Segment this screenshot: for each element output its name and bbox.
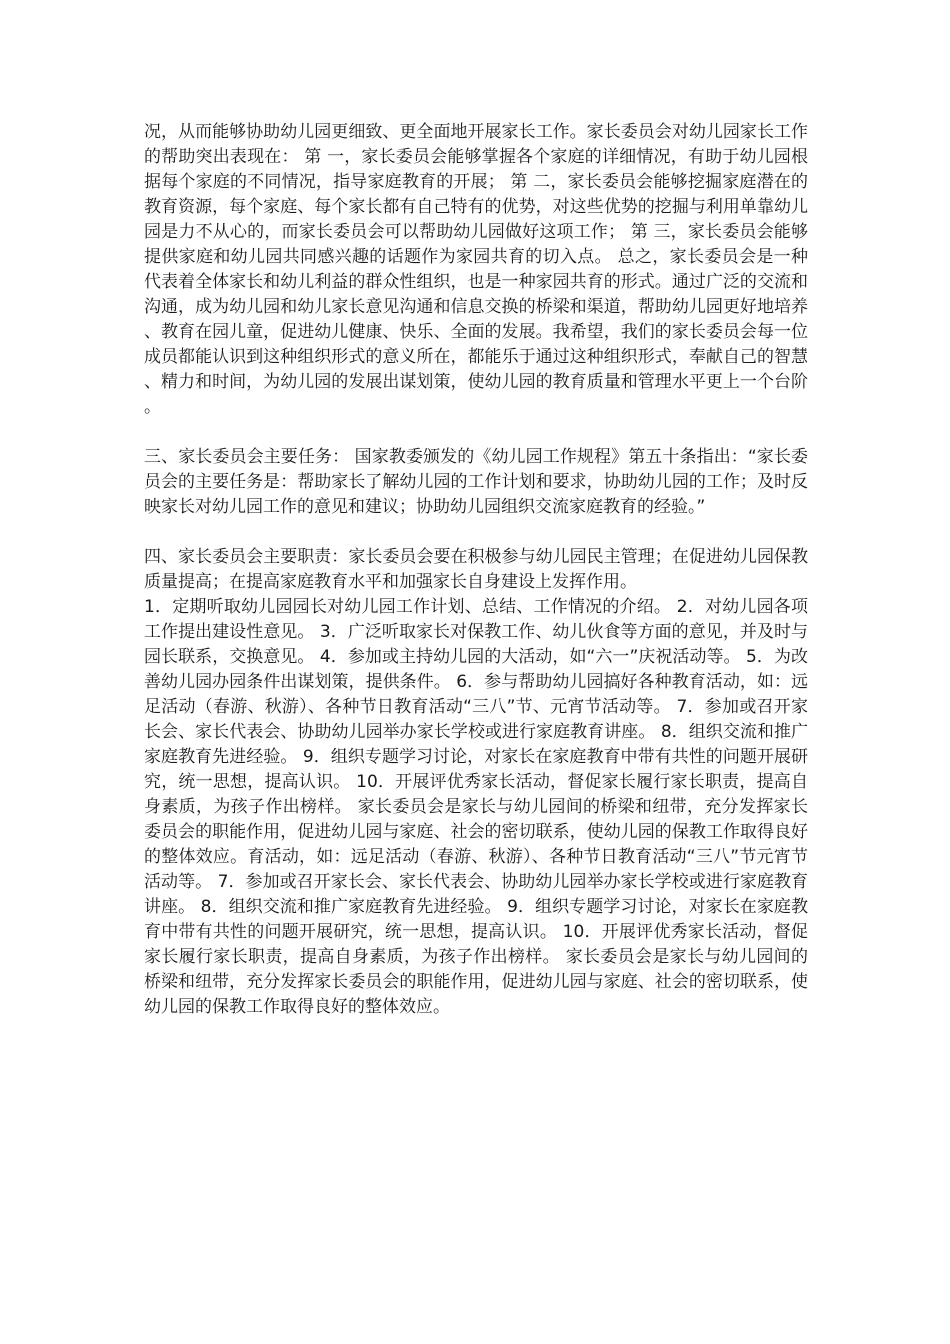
paragraph-gap — [144, 520, 808, 545]
paragraph-gap — [144, 420, 808, 445]
paragraph-committee-benefits: 况，从而能够协助幼儿园更细致、更全面地开展家长工作。家长委员会对幼儿园家长工作的帮助突出表现在： 第 一，家长委员会能够掌握各个家庭的详细情况，有助于幼儿园根据每个家庭的不同情况，指导家庭教育的开展； 第 二，家长委员会能够挖掘家庭潜在的教育资源，每个家庭、每个家长都有自己特有的优势，对这些优势的挖掘与利用单靠幼儿园是力不从心的，而家长委员会可以帮助幼儿园做好这项工作； 第 三，家长委员会能够提供家庭和幼儿园共同感兴趣的话题作为家园共育的切入点。 总之，家长委员会是一种代表着全体家长和幼儿利益的群众性组织，也是一种家园共育的形式。通过广泛的交流和沟通，成为幼儿园和幼儿家长意见沟通和信息交换的桥梁和渠道，帮助幼儿园更好地培养、教育在园儿童，促进幼儿健康、快乐、全面的发展。我希望，我们的家长委员会每一位成员都能认识到这种组织形式的意义所在，都能乐于通过这种组织形式，奉献自己的智慧、精力和时间，为幼儿园的发展出谋划策，使幼儿园的教育质量和管理水平更上一个台阶。 — [144, 122, 808, 417]
paragraph-main-tasks: 三、家长委员会主要任务： 国家教委颁发的《幼儿园工作规程》第五十条指出：“家长委员会的主要任务是：帮助家长了解幼儿园的工作计划和要求，协助幼儿园的工作；及时反映家长对幼儿园工作的意见和建议；协助幼儿园组织交流家庭教育的经验。” — [144, 447, 808, 517]
paragraph-main-duties: 四、家长委员会主要职责：家长委员会要在积极参与幼儿园民主管理；在促进幼儿园保教质量提高；在提高家庭教育水平和加强家长自身建设上发挥作用。 — [144, 547, 808, 592]
paragraph-duties-list: 1．定期听取幼儿园园长对幼儿园工作计划、总结、工作情况的介绍。 2．对幼儿园各项工作提出建设性意见。 3．广泛听取家长对保教工作、幼儿伙食等方面的意见，并及时与园长联系，交换意见。 4．参加或主持幼儿园的大活动，如“六一”庆祝活动等。 5．为改善幼儿园办园条件出谋划策，提供条件。 6．参与帮助幼儿园搞好各种教育活动，如：远足活动（春游、秋游）、各种节日教育活动“三八”节、元宵节活动等。 7．参加或召开家长会、家长代表会、协助幼儿园举办家长学校或进行家庭教育讲座。 8．组织交流和推广家庭教育先进经验。 9．组织专题学习讨论，对家长在家庭教育中带有共性的问题开展研究，统一思想，提高认识。 10．开展评优秀家长活动，督促家长履行家长职责，提高自身素质，为孩子作出榜样。 家长委员会是家长与幼儿园间的桥梁和纽带，充分发挥家长委员会的职能作用，促进幼儿园与家庭、社会的密切联系，使幼儿园的保教工作取得良好的整体效应。育活动，如：远足活动（春游、秋游）、各种节日教育活动“三八”节元宵节活动等。 7．参加或召开家长会、家长代表会、协助幼儿园举办家长学校或进行家庭教育讲座。 8．组织交流和推广家庭教育先进经验。 9．组织专题学习讨论，对家长在家庭教育中带有共性的问题开展研究，统一思想，提高认识。 10．开展评优秀家长活动，督促家长履行家长职责，提高自身素质，为孩子作出榜样。 家长委员会是家长与幼儿园间的桥梁和纽带，充分发挥家长委员会的职能作用，促进幼儿园与家庭、社会的密切联系，使幼儿园的保教工作取得良好的整体效应。 — [144, 597, 808, 1017]
document-page — [144, 120, 808, 1020]
